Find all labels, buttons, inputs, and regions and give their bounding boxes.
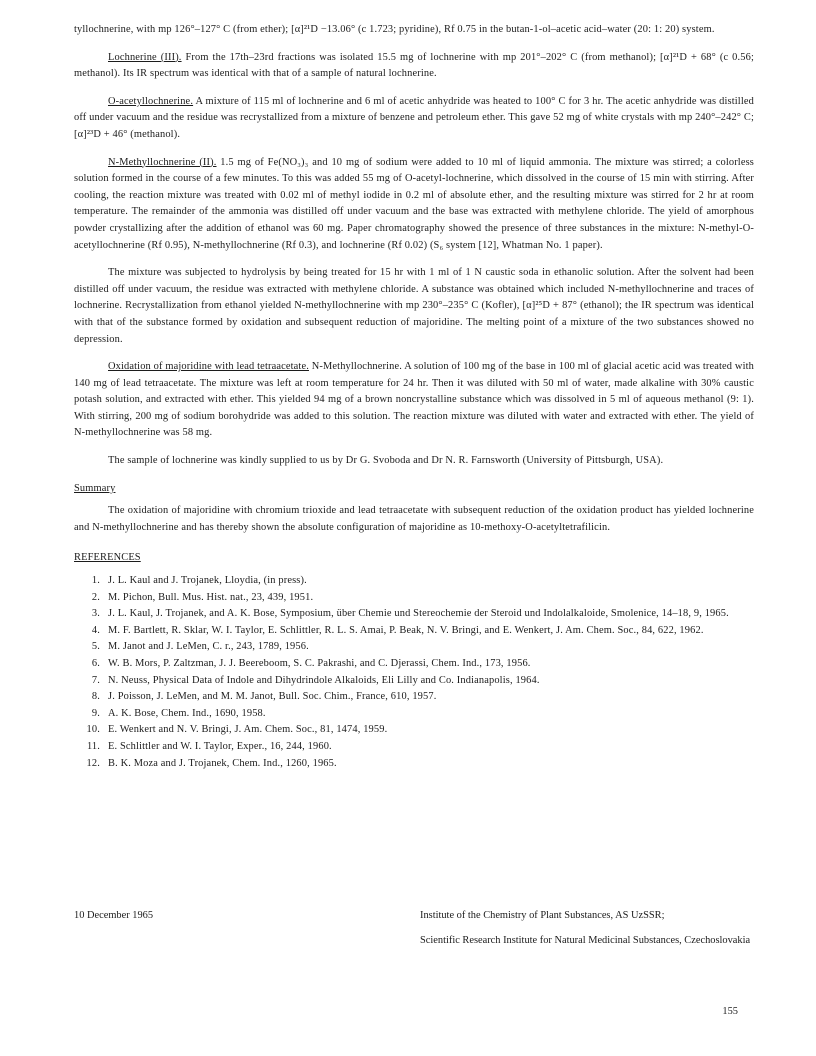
reference-item <box>74 689 754 706</box>
paragraph-n-methyllochnerine <box>74 155 754 255</box>
reference-text: N. Neuss, Physical Data of Indole and Dihydrindole Alkaloids, Eli Lilly and Co. Indianapolis, 1964. <box>108 674 540 686</box>
reference-number: 4. <box>91 624 100 636</box>
paper-page <box>74 22 754 772</box>
references-heading: REFERENCES <box>74 552 141 564</box>
body-n-methyllochnerine: 1.5 mg of Fe(NO₃)₃ and 10 mg of sodium were added to 10 ml of liquid ammonia. The mixture was stirred; a colorless solution formed in the course of a few minutes. To this was added 55 mg of O-acetyl-lochnerine, which dissolved in the course of 15 min with stirring. After cooling, the reaction mixture was treated with 0.02 ml of methyl iodide in 0.2 ml of absolute ether, and the resulting mixture was stirred for 2 hr at room temperature. The remainder of the ammonia was distilled off under vacuum and the base was extracted with methylene chloride. The yield of amorphous powder crystallizing after the addition of ethanol was 60 mg. Paper chromatography showed the presence of three substances in the mixture: N-methyl-O-acetyllochnerine (Rf 0.95), N-methyllochnerine (Rf 0.3), and lochnerine (Rf 0.02) (S₆ system [12], Whatman No. 1 paper). <box>74 156 754 251</box>
reference-item <box>74 673 754 690</box>
reference-item <box>74 756 754 773</box>
body-lochnerine: From the 17th–23rd fractions was isolated 15.5 mg of lochnerine with mp 201°–202° C (from methanol); [α]²¹D + 68° (c 0.56; methanol). Its IR spectrum was identical with that of a sample of natural lochnerine. <box>74 51 755 80</box>
reference-text: E. Wenkert and N. V. Bringi, J. Am. Chem. Soc., 81, 1474, 1959. <box>108 724 388 736</box>
heading-o-acetyllochnerine: O-acetyllochnerine. <box>108 95 194 107</box>
reference-number: 8. <box>91 691 100 703</box>
reference-item <box>74 606 754 623</box>
heading-oxidation: Oxidation of majoridine with lead tetraacetate. <box>108 361 309 373</box>
summary-section <box>74 481 754 498</box>
paragraph-acknowledgment: The sample of lochnerine was kindly supplied to us by Dr G. Svoboda and Dr N. R. Farnsworth (University of Pittsburgh, USA). <box>108 455 664 467</box>
reference-text: B. K. Moza and J. Trojanek, Chem. Ind., 1260, 1965. <box>108 757 337 769</box>
submission-date: 10 December 1965 <box>74 910 154 921</box>
paragraph-hydrolysis: The mixture was subjected to hydrolysis by being treated for 15 hr with 1 ml of 1 N caustic soda in ethanolic solution. After the solvent had been distilled off under vacuum, the residue was extracted with methylene chloride. A substance was obtained which included N-methyllochnerine and traces of lochnerine. Recrystallization from ethanol yielded N-methyllochnerine with mp 230°–235° C (Kofler), [α]²⁵D + 87° (ethanol); the IR spectrum was identical with that of the substance formed by oxidation and subsequent reduction of majoridine. The melting point of a mixture of the two substances showed no depression. <box>74 267 754 345</box>
affiliation-2: Scientific Research Institute for Natural Medicinal Substances, Czechoslovakia <box>420 934 751 946</box>
reference-item <box>74 623 754 640</box>
page-number: 155 <box>722 1006 738 1017</box>
reference-text: W. B. Mors, P. Zaltzman, J. J. Beereboom, S. C. Pakrashi, and C. Djerassi, Chem. Ind., 173, 1956. <box>108 658 531 669</box>
heading-lochnerine: Lochnerine (III). <box>108 51 182 63</box>
reference-number: 9. <box>91 707 100 719</box>
reference-text: J. Poisson, J. LeMen, and M. M. Janot, Bull. Soc. Chim., France, 610, 1957. <box>108 691 437 703</box>
affiliation-1: Institute of the Chemistry of Plant Substances, AS UzSSR; <box>420 910 665 921</box>
reference-number: 7. <box>91 674 100 686</box>
reference-item <box>74 739 754 756</box>
body-oxidation: N-Methyllochnerine. A solution of 100 mg of the base in 100 ml of glacial acetic acid was treated with 140 mg of lead tetraacetate. The mixture was left at room temperature for 24 hr. Then it was diluted with 50 ml of water, made alkaline with 30% caustic potash solution, and extracted with ether. This yielded 94 mg of a brown noncrystalline substance which was dissolved in 5 ml of aqueous methanol (9: 1). With stirring, 200 mg of sodium borohydride was added to this solution. The reaction mixture was diluted with water and extracted with ether. The yield of N-methyllochnerine was 58 mg. <box>74 361 754 439</box>
reference-text: M. Janot and J. LeMen, C. r., 243, 1789, 1956. <box>108 641 309 653</box>
reference-text: J. L. Kaul and J. Trojanek, Lloydia, (in press). <box>108 575 307 587</box>
reference-number: 6. <box>91 658 100 669</box>
reference-item <box>74 656 754 673</box>
paragraph-continuation: tyllochnerine, with mp 126°–127° C (from ether); [α]²¹D −13.06° (c 1.723; pyridine), Rf 0.75 in the butan-1-ol–acetic acid–water (20: 1: 20) system. <box>74 24 715 35</box>
reference-text: M. F. Bartlett, R. Sklar, W. I. Taylor, E. Schlittler, R. L. S. Amai, P. Beak, N. V. Bringi, and E. Wenkert, J. Am. Chem. Soc., 84, 622, 1962. <box>108 624 704 636</box>
heading-n-methyllochnerine: N-Methyllochnerine (II). <box>108 156 217 168</box>
reference-number: 11. <box>86 740 100 752</box>
reference-text: A. K. Bose, Chem. Ind., 1690, 1958. <box>108 707 266 719</box>
reference-number: 12. <box>86 757 100 769</box>
reference-number: 1. <box>91 575 100 587</box>
reference-number: 10. <box>86 724 100 736</box>
references-section <box>74 550 754 567</box>
reference-number: 2. <box>91 591 100 603</box>
reference-item <box>74 706 754 723</box>
paragraph-o-acetyllochnerine <box>74 94 754 144</box>
reference-number: 5. <box>91 641 100 653</box>
reference-text: J. L. Kaul, J. Trojanek, and A. K. Bose, Symposium, über Chemie und Stereochemie der Steroid und Indolalkaloide, Smolenice, 14–18, 9, 1965. <box>108 608 729 620</box>
affiliations <box>420 908 754 957</box>
reference-item <box>74 573 754 590</box>
summary-heading: Summary <box>74 482 116 494</box>
paragraph-lochnerine <box>74 50 754 83</box>
summary-body: The oxidation of majoridine with chromium trioxide and lead tetraacetate with subsequent reduction of the oxidation product has yielded lochnerine and N-methyllochnerine and has thereby shown the absolute configuration of majoridine as 10-methoxy-O-acetyltetrafilicin. <box>74 505 754 533</box>
references-list <box>74 573 754 772</box>
body-o-acetyllochnerine: A mixture of 115 ml of lochnerine and 6 ml of acetic anhydride was heated to 100° C for 3 hr. The acetic anhydride was distilled off under vacuum and the residue was recrystallized from a mixture of benzene and petroleum ether. This gave 52 mg of white crystals with mp 240°–242° C; [α]²³D + 46° (methanol). <box>74 95 754 140</box>
reference-text: M. Pichon, Bull. Mus. Hist. nat., 23, 439, 1951. <box>108 591 314 603</box>
reference-number: 3. <box>91 608 100 620</box>
paragraph-oxidation <box>74 359 754 442</box>
reference-item <box>74 722 754 739</box>
reference-item <box>74 590 754 607</box>
reference-item <box>74 639 754 656</box>
reference-text: E. Schlittler and W. I. Taylor, Exper., 16, 244, 1960. <box>108 740 332 752</box>
